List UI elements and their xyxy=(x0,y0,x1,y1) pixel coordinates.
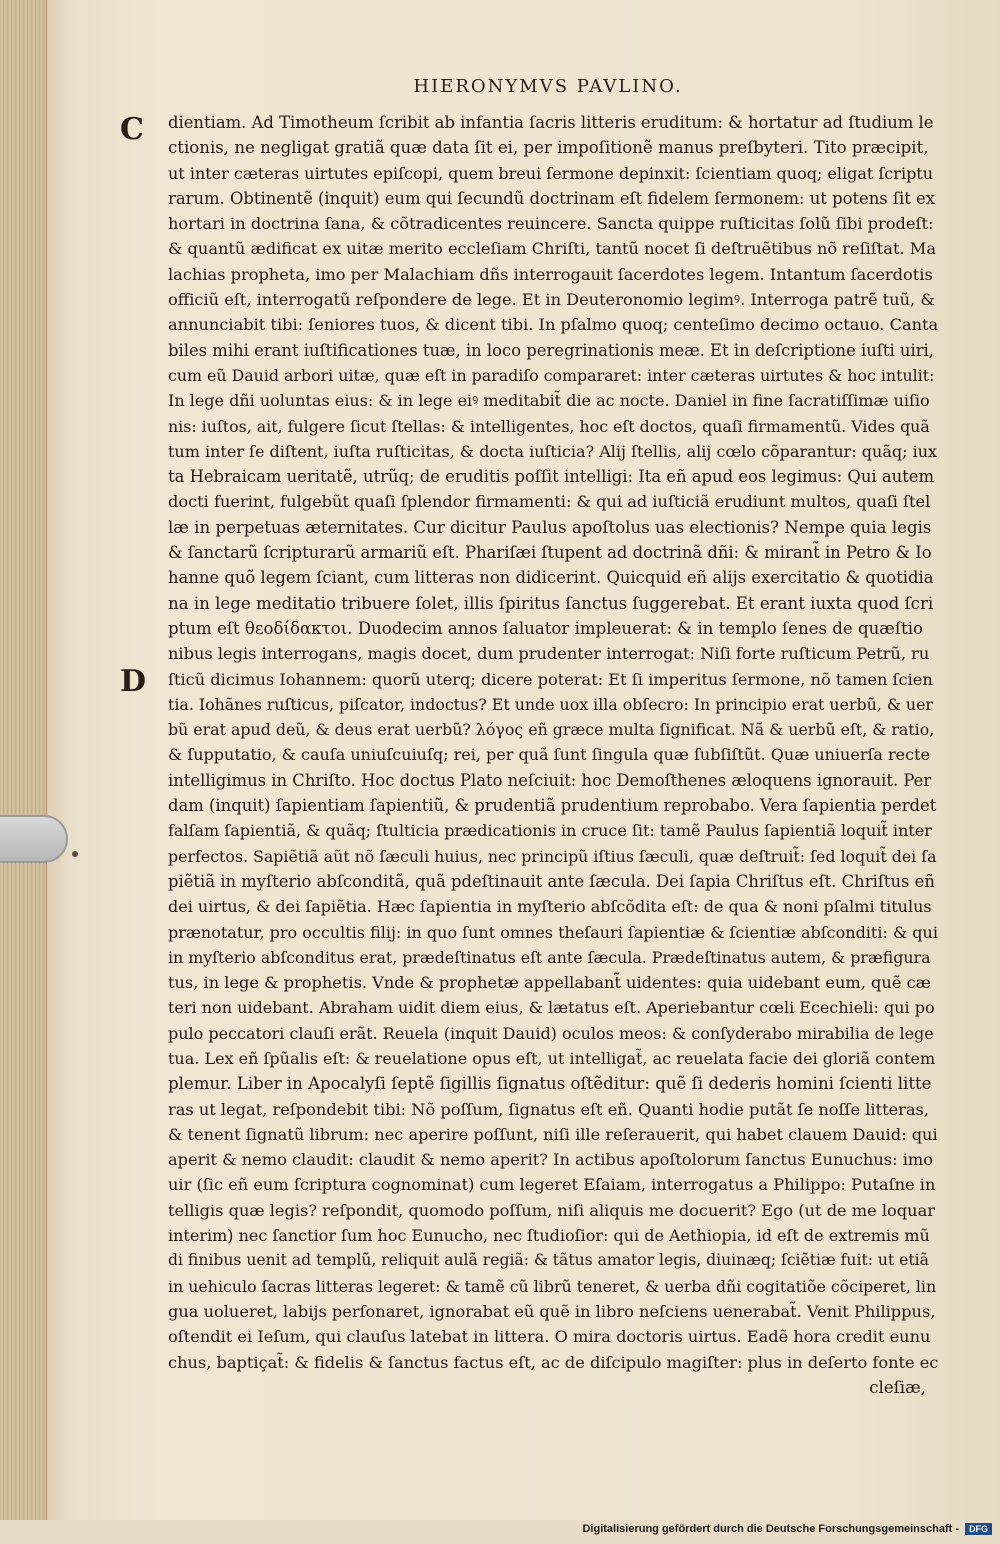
text-line: hanne quõ legem ſciant, cum litteras non didicerint. Quicquid eñ alijs exercitatio & quotidia xyxy=(168,568,934,588)
text-line: plemur. Liber in Apocalyſi ſeptẽ ſigillis ſignatus oſtẽditur: quẽ ſi dederis homini ſcienti litte xyxy=(168,1074,932,1094)
text-line: prænotatur, pro occultis filij: in quo ſunt omnes theſauri ſapientiæ & ſcientiæ abſconditi: & qui xyxy=(168,922,938,942)
text-line: rarum. Obtinentẽ (inquit) eum qui ſecundũ doctrinam eſt fidelem ſermonem: ut potens ſit ex xyxy=(168,188,935,208)
text-line: telligis quæ legis? reſpondit, quomodo poſſum, niſi aliquis me docuerit? Ego (ut de me loquar xyxy=(168,1200,935,1220)
text-line: biles mihi erant iuſtificationes tuæ, in loco peregrinationis meæ. Et in deſcriptione iuſti uiri, xyxy=(168,340,934,360)
text-line: aperit & nemo claudit: claudit & nemo aperit? In actibus apoſtolorum ſanctus Eunuchus: imo xyxy=(168,1150,933,1170)
text-line: hortari in doctrina ſana, & cõtradicentes reuincere. Sancta quippe ruſticitas ſolũ ſibi prodeſt: xyxy=(168,214,934,234)
text-line: piẽtiã in myſterio abſconditã, quã pdeſtinauit ante ſæcula. Dei ſapia Chriſtus eſt. Chriſtus eñ xyxy=(168,871,935,891)
text-line: læ in perpetuas æternitates. Cur dicitur Paulus apoſtolus uas electionis? Nempe quia legis xyxy=(168,517,932,537)
text-line: ptum eſt θεοδίδακτοι. Duodecim annos ſaluator impleuerat: & in templo ſenes de quæſtio xyxy=(168,618,924,638)
text-line: teri non uidebant. Abraham uidit diem eius, & lætatus eſt. Aperiebantur cœli Ecechieli: qui po xyxy=(168,998,935,1018)
text-line: na in lege meditatio tribuere ſolet, illis ſpiritus ſanctus ſuggerebat. Et erant iuxta quod ſcri xyxy=(168,593,934,613)
running-head xyxy=(0,76,1000,97)
book-spine xyxy=(0,0,47,1520)
text-line: in myſterio abſconditus erat, prædeſtinatus eſt ante ſæcula. Prædeſtinatus autem, & præfigura xyxy=(168,947,931,967)
text-line: & ſanctarũ ſcripturarũ armariũ eſt. Phariſæi ſtupent ad doctrinã dñi: & mirant̃ in Petro & Io xyxy=(168,543,932,563)
text-line: & ſupputatio, & cauſa uniuſcuiuſq; rei, per quã ſunt ſingula quæ ſubſiſtũt. Quæ uniuerſa recte xyxy=(168,745,930,765)
text-line: tia. Iohãnes ruſticus, piſcator, indoctus? Et unde uox illa obſecro: In principio erat uerbũ, & uer xyxy=(168,694,933,714)
text-line: ta Hebraicam ueritatẽ, utrũq; de eruditis poſſit intelligi: Ita eñ apud eos legimus: Qui autem xyxy=(168,467,934,487)
footer-credit: Digitalisierung gefördert durch die Deutsche Forschungsgemeinschaft - xyxy=(582,1523,959,1535)
text-line: In lege dñi uoluntas eius: & in lege eiꝰ meditabit̃ die ac nocte. Daniel in fine ſacratiſſimæ uiſio xyxy=(168,391,930,411)
text-line: ras ut legat, reſpondebit tibi: Nõ poſſum, ſignatus eſt eñ. Quanti hodie putãt ſe noſſe litteras, xyxy=(168,1099,930,1119)
text-line: ctionis, ne negligat gratiã quæ data ſit ei, per impoſitionẽ manus preſbyteri. Tito præcipit, xyxy=(168,138,929,158)
text-line: uir (ſic eñ eum ſcriptura cognominat) cum legeret Eſaiam, interrogatus a Philippo: Putaſne in xyxy=(168,1175,936,1195)
text-line: ut inter cæteras uirtutes epiſcopi, quem breui ſermone depinxit: ſcientiam quoq; eligat ſcriptu xyxy=(168,163,934,183)
dfg-logo: DFG xyxy=(965,1523,992,1535)
body-text xyxy=(168,110,938,1400)
marginal-letter-d: D xyxy=(120,664,147,699)
running-head-text: HIERONYMVS PAVLINO. xyxy=(413,76,683,97)
text-line: oſtendit ei Ieſum, qui clauſus latebat in littera. O mira doctoris uirtus. Eadẽ hora credit eunu xyxy=(168,1327,931,1347)
text-line: nis: iuſtos, ait, fulgere ſicut ſtellas: & intelligentes, hoc eſt doctos, quaſi firmamentũ. Vides quã xyxy=(168,416,930,436)
text-line: nibus legis interrogans, magis docet, dum prudenter interrogat: Niſi forte ruſticum Petrũ, ru xyxy=(168,644,930,664)
text-line: gua uolueret, labijs perſonaret, ignorabat eũ quẽ in libro neſciens uenerabat̃. Venit Philippus, xyxy=(168,1301,936,1321)
text-line: dam (inquit) ſapientiam ſapientiũ, & prudentiã prudentium reprobabo. Vera ſapientia perdet xyxy=(168,796,937,816)
text-line: in uehiculo ſacras litteras legeret: & tamẽ cũ librũ teneret, & uerba dñi cogitatiõe cõciperet, lin xyxy=(168,1276,937,1296)
text-line: & quantũ ædificat ex uitæ merito eccleſiam Chriſti, tantũ nocet ſi deſtruẽtibus nõ reſiſtat. Ma xyxy=(168,239,936,259)
text-line: dei uirtus, & dei ſapiẽtia. Hæc ſapientia in myſterio abſcõdita eſt: de qua & noni pſalmi titulus xyxy=(168,897,932,917)
marginal-letter-c: C xyxy=(120,112,144,147)
text-line: intelligimus in Chriſto. Hoc doctus Plato neſciuit: hoc Demoſthenes æloquens ignorauit. Per xyxy=(168,770,932,790)
text-line: pulo peccatori clauſi erãt. Reuela (inquit Dauid) oculos meos: & conſyderabo mirabilia de lege xyxy=(168,1023,934,1043)
paper-clip xyxy=(0,815,68,863)
text-line: di finibus uenit ad templũ, reliquit aulã regiã: & tãtus amator legis, diuinæq; ſciẽtiæ fuit: ut etiã xyxy=(168,1251,929,1270)
text-line: officiũ eſt, interrogatũ reſpondere de lege. Et in Deuteronomio legimꝰ. Interroga patrẽ tuũ, & xyxy=(168,290,935,310)
text-line: falſam ſapientiã, & quãq; ſtulticia prædicationis in cruce ſit: tamẽ Paulus ſapientiã loquit̃ inter xyxy=(168,821,932,841)
text-line: ſticũ dicimus Iohannem: quorũ uterq; dicere poterat: Et ſi imperitus ſermone, nõ tamen ſcien xyxy=(168,669,933,689)
text-line: interim) nec ſanctior ſum hoc Eunucho, nec ſtudioſior: qui de Aethiopia, id eſt de extremis mũ xyxy=(168,1226,930,1246)
text-line: chus, baptiçat̃: & fidelis & ſanctus factus eſt, ac de diſcipulo magiſter: plus in deſerto fonte ec xyxy=(168,1352,938,1372)
text-line: cleſiæ, xyxy=(869,1377,926,1397)
text-line: docti fuerint, fulgebũt quaſi ſplendor firmamenti: & qui ad iuſticiã erudiunt multos, quaſi ſtel xyxy=(168,492,931,512)
text-line: & tenent ſignatũ librum: nec aperire poſſunt, niſi ille reſerauerit, qui habet clauem Dauid: qui xyxy=(168,1124,938,1144)
text-line: perfectos. Sapiẽtiã aũt nõ ſæculi huius, nec principũ iſtius ſæculi, quæ deſtruit̃: ſed loquit̃ dei ſa xyxy=(168,846,937,866)
footer xyxy=(582,1520,992,1538)
text-line: lachias propheta, imo per Malachiam dñs interrogauit ſacerdotes legem. Intantum ſacerdotis xyxy=(168,264,933,284)
text-line: bũ erat apud deũ, & deus erat uerbũ? λόγος eñ græce multa ſignificat. Nã & uerbũ eſt, & ratio, xyxy=(168,720,935,740)
text-line: annunciabit tibi: ſeniores tuos, & dicent tibi. In pſalmo quoq; centeſimo decimo octauo. Canta xyxy=(168,315,938,335)
text-line: tum inter ſe diſtent, iuſta ruſticitas, & docta iuſticia? Alij ſtellis, alij cœlo cõparantur: quãq; iux xyxy=(168,441,938,461)
text-line: dientiam. Ad Timotheum ſcribit ab infantia ſacris litteris eruditum: & hortatur ad ſtudium le xyxy=(168,113,934,132)
text-line: tua. Lex eñ ſpũalis eſt: & reuelatione opus eſt, ut intelligat̃, ac reuelata facie dei gloriã contem xyxy=(168,1048,936,1068)
text-line: cum eũ Dauid arbori uitæ, quæ eſt in paradiſo compararet: inter cæteras uirtutes & hoc intulit: xyxy=(168,365,935,385)
ink-spot xyxy=(72,851,78,857)
text-line: tus, in lege & prophetis. Vnde & prophetæ appellabant̃ uidentes: quia uidebant eum, quẽ cæ xyxy=(168,973,931,993)
